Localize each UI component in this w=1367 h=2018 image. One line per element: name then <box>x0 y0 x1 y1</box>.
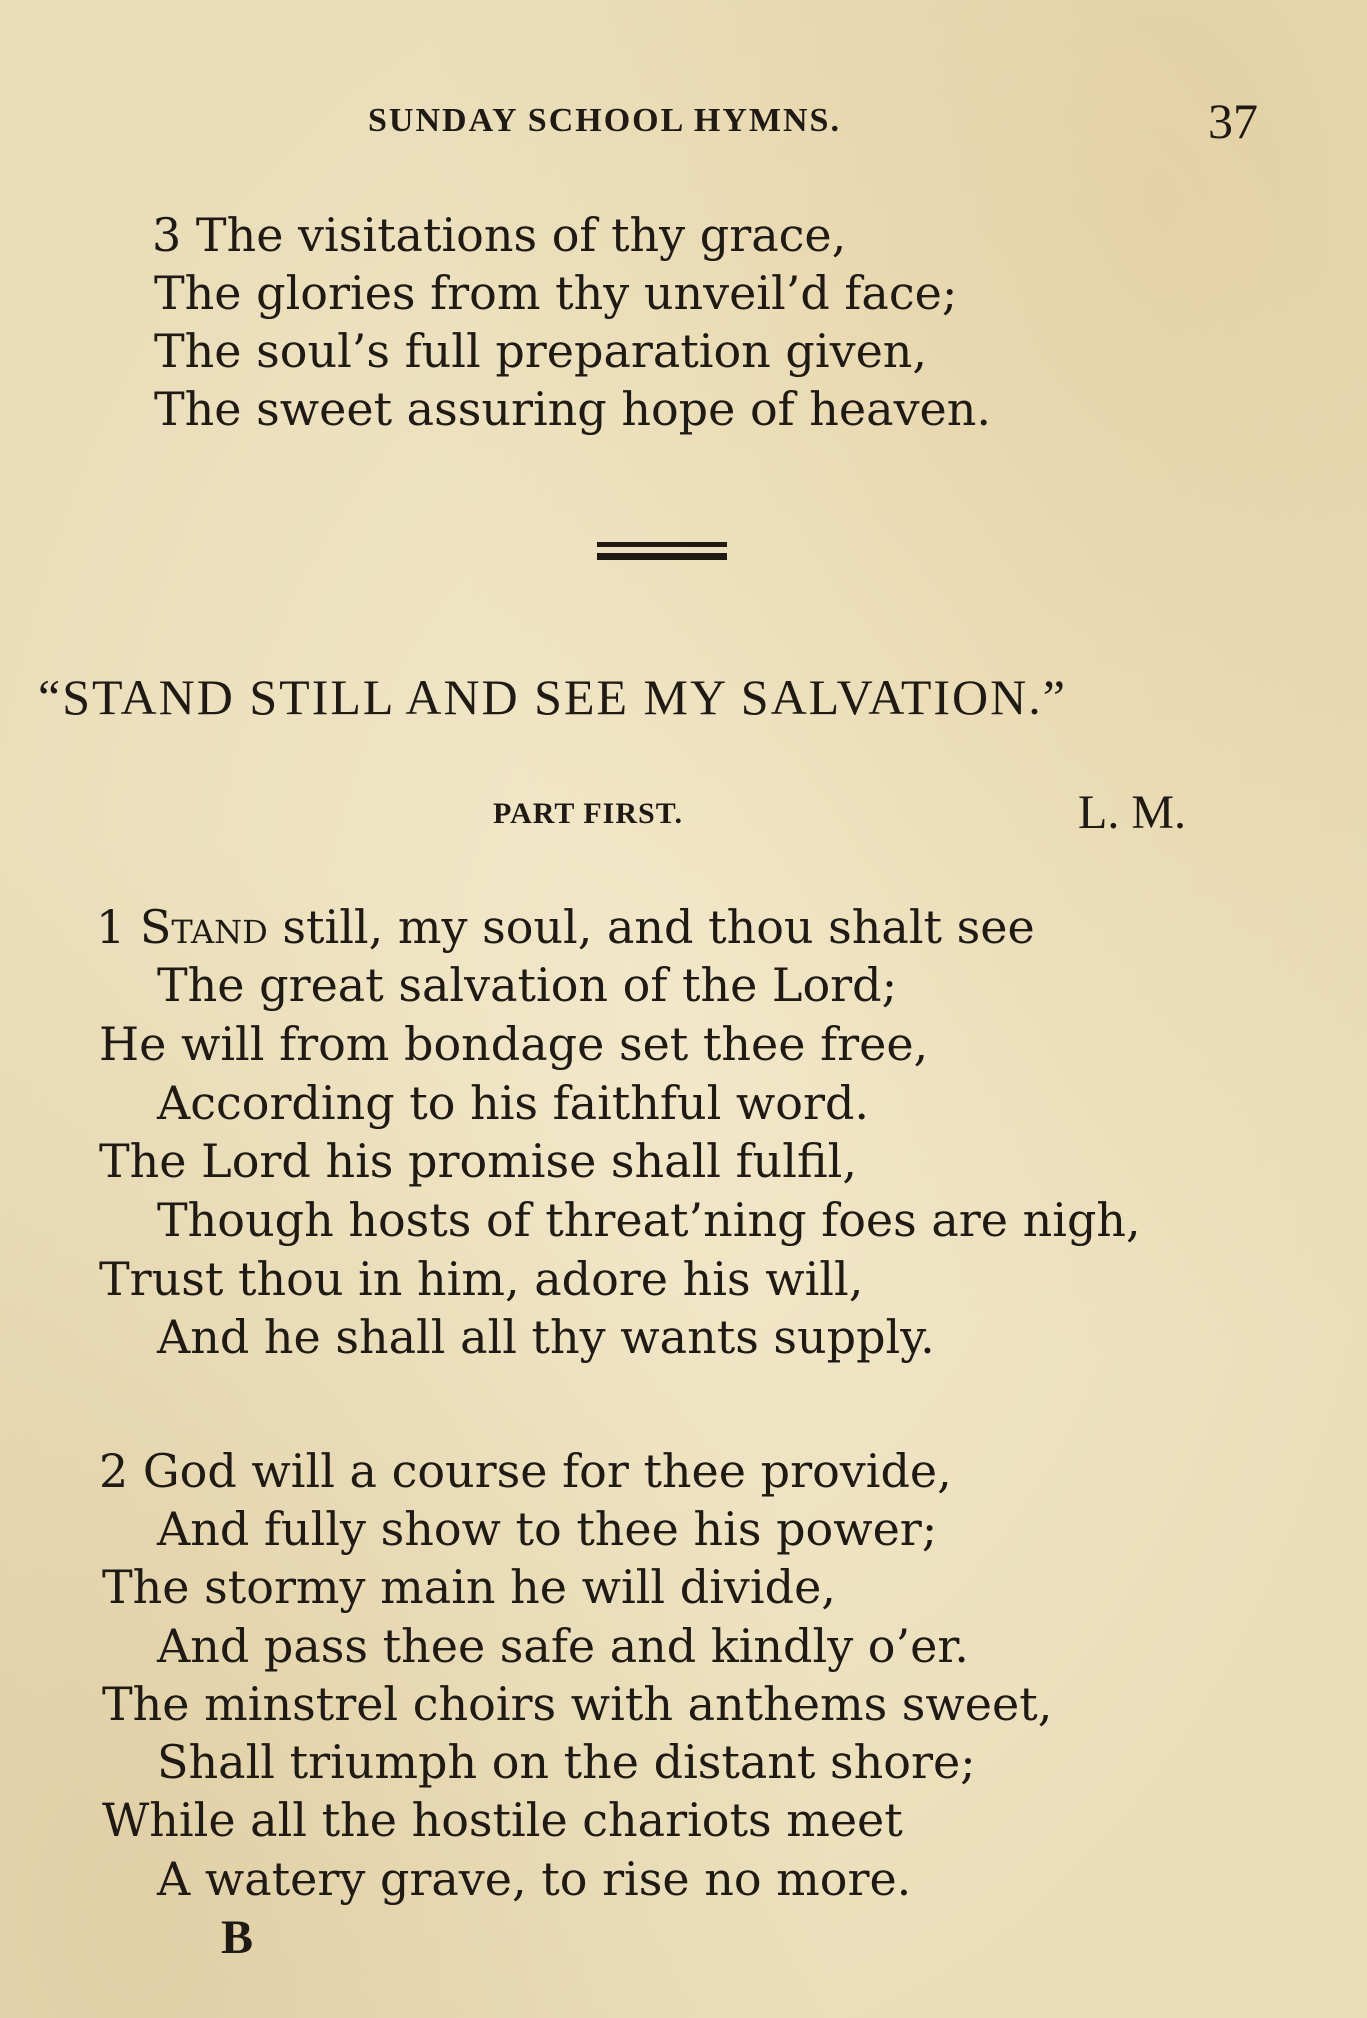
stanza1-line: According to his faithful word. <box>157 1076 870 1130</box>
verse-text: still, my soul, and thou shalt see <box>267 900 1035 954</box>
stanza2-line: While all the hostile chariots meet <box>102 1793 903 1847</box>
stanza2-line: And pass thee safe and kindly o’er. <box>157 1619 969 1673</box>
running-head: SUNDAY SCHOOL HYMNS. <box>368 102 841 139</box>
divider-rule <box>597 542 727 547</box>
stanza1-line: Though hosts of threat’ning foes are nigh, <box>157 1193 1141 1247</box>
stanza2-line: The minstrel choirs with anthems sweet, <box>102 1677 1053 1731</box>
stanza-number: 3 <box>152 208 182 262</box>
stanza1-line: Trust thou in him, adore his will, <box>99 1252 864 1306</box>
stanza-prev-line: The sweet assuring hope of heaven. <box>154 382 992 436</box>
stanza-prev-line <box>152 208 847 262</box>
hymn-meter: L. M. <box>1078 786 1186 839</box>
stanza1-line: And he shall all thy wants supply. <box>157 1310 935 1364</box>
hymn-title: “STAND STILL AND SEE MY SALVATION.” <box>38 669 1067 725</box>
page-number: 37 <box>1208 93 1258 149</box>
stanza2-line: Shall triumph on the distant shore; <box>157 1735 976 1789</box>
stanza1-line: The Lord his promise shall fulfil, <box>99 1134 858 1188</box>
stanza-number: 1 <box>96 900 126 954</box>
drop-word: Stand <box>139 900 268 954</box>
stanza2-line: The stormy main he will divide, <box>102 1560 836 1614</box>
divider-rule <box>597 553 727 560</box>
stanza2-line: A watery grave, to rise no more. <box>157 1852 912 1906</box>
stanza2-line <box>99 1444 952 1498</box>
signature-mark: B <box>221 1911 254 1964</box>
stanza-prev-line: The soul’s full preparation given, <box>154 324 928 378</box>
verse-text: The visitations of thy grace, <box>195 208 847 262</box>
stanza1-line <box>96 900 1035 954</box>
stanza-number: 2 <box>99 1444 129 1498</box>
stanza1-line: The great salvation of the Lord; <box>157 958 898 1012</box>
verse-text: God will a course for thee provide, <box>142 1444 952 1498</box>
stanza-prev-line: The glories from thy unveil’d face; <box>154 266 958 320</box>
stanza1-line: He will from bondage set thee free, <box>99 1017 929 1071</box>
stanza2-line: And fully show to thee his power; <box>157 1502 938 1556</box>
hymn-part: PART FIRST. <box>493 797 683 830</box>
